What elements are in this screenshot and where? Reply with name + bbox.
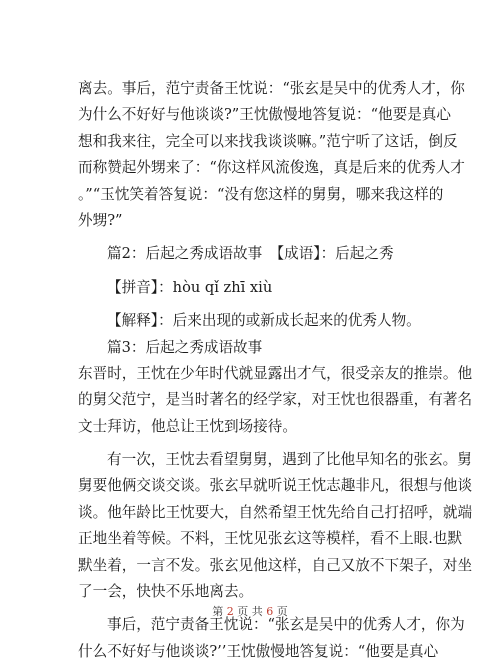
text-body [78, 76, 473, 665]
text-line: 文士拜访，他总让王忱到场接待。 [78, 417, 297, 435]
text-line: 而称赞起外甥来了：“你这样风流俊逸，真是后来的优秀人才 [78, 159, 465, 177]
section-heading: 篇3：后起之秀成语故事 [107, 338, 263, 356]
text-line: 外甥?” [78, 211, 123, 229]
text-line: 事后，范宁责备王忱说：“张玄是吴中的优秀人才，你为 [107, 616, 465, 634]
text-line: 离去。事后，范宁责备王忱说：“张玄是吴中的优秀人才，你 [78, 80, 465, 97]
text-line: 。”“玉忱笑着答复说：“没有您这样的舅舅，哪来我这样的 [78, 185, 444, 203]
definition-line: 【解释】：后来出现的或新成长起来的优秀人物。 [107, 312, 421, 330]
pinyin-line: 【拼音】：hòu qǐ zhī xiù [107, 278, 273, 296]
text-line: 东晋时，王忱在少年时代就显露出才气，很受亲友的推崇。他 [78, 364, 473, 382]
section-heading: 篇2：后起之秀成语故事 【成语】：后起之秀 [107, 245, 394, 263]
text-line: 了一会，快快不乐地离去。 [78, 583, 254, 601]
footer-prefix: 第 [212, 605, 224, 618]
footer-suffix: 页 [276, 605, 288, 618]
text-line: 的舅父范宁，是当时著名的经学家，对王忱也很器重，有著名 [78, 391, 473, 409]
text-line: 舅要他俩交谈交谈。张玄早就听说王忱志趣非凡，很想与他谈 [78, 477, 473, 495]
text-line: 默坐着，一言不发。张玄见他这样，自己又放不下架子，对坐 [78, 556, 473, 574]
page-total: 6 [266, 605, 274, 618]
text-line: 想和我来往，完全可以来找我谈谈嘛。”范宁听了这话，倒反 [78, 132, 458, 150]
text-line: 谈。他年龄比王忱要大，自然希望王忱先给自己打招呼，就端 [78, 503, 473, 521]
footer-middle: 页 共 [237, 605, 263, 618]
text-line: 正地坐着等候。不料，王忱见张玄这等模样，看不上眼.也默 [78, 530, 463, 548]
text-line: 为什么不好好与他谈谈?”王忱傲慢地答复说：“他要是真心 [78, 106, 451, 124]
page-footer [0, 603, 500, 619]
text-line: 什么不好好与他谈谈?’’王忱傲慢地答复说：“他要是真心 [78, 642, 439, 660]
page-number: 2 [226, 605, 234, 618]
text-line: 有一次，王忱去看望舅舅，遇到了比他早知名的张玄。舅 [107, 451, 472, 469]
